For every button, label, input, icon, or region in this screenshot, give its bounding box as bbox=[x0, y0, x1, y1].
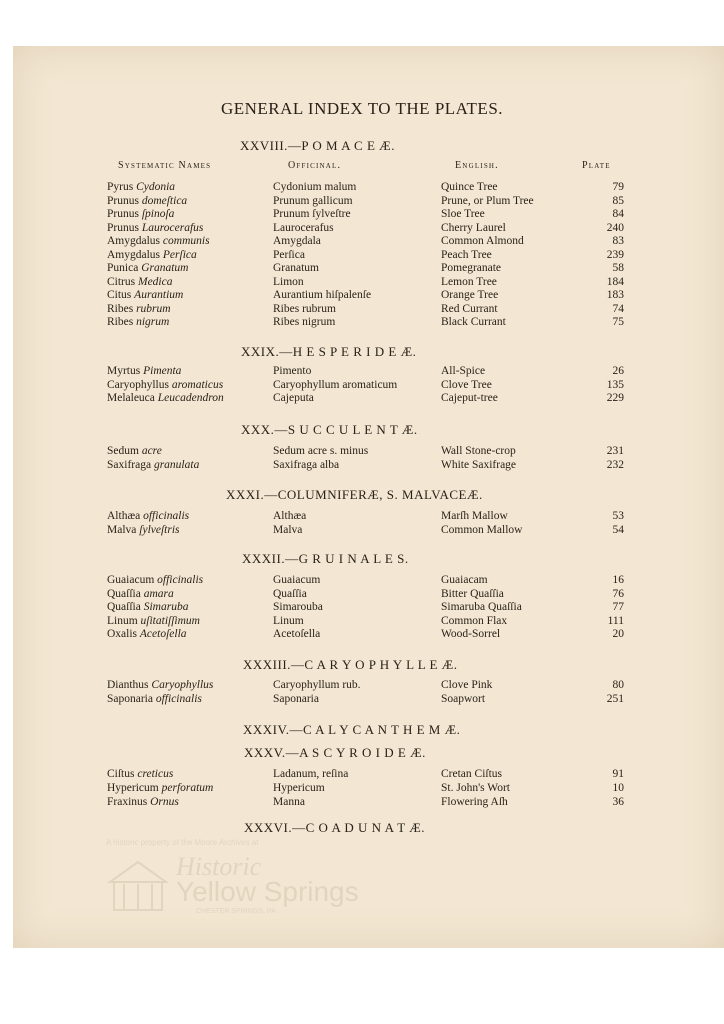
watermark bbox=[106, 838, 396, 918]
officinal-name: Acetoſella bbox=[273, 628, 321, 640]
genus-name: Fraxinus bbox=[107, 796, 148, 808]
officinal-name: Cajeputa bbox=[273, 392, 314, 404]
index-row bbox=[0, 768, 724, 782]
officinal-name: Sedum acre s. minus bbox=[273, 445, 369, 457]
species-name: domeſtica bbox=[141, 194, 188, 207]
systematic-name bbox=[107, 195, 187, 207]
plate-number: 58 bbox=[612, 262, 624, 274]
index-row bbox=[0, 222, 724, 236]
english-name: Clove Pink bbox=[441, 679, 493, 691]
systematic-name bbox=[107, 181, 175, 193]
systematic-name bbox=[107, 796, 179, 808]
english-name: Guaiacam bbox=[441, 574, 488, 586]
officinal-name: Simarouba bbox=[273, 601, 323, 613]
species-name: perforatum bbox=[161, 782, 214, 794]
species-name: Leucadendron bbox=[157, 392, 224, 404]
column-header-officinal: Officinal. bbox=[288, 160, 342, 171]
index-row bbox=[0, 289, 724, 303]
section-heading: XXXIII.—C A R Y O P H Y L L E Æ. bbox=[243, 657, 458, 672]
genus-name: Linum bbox=[107, 614, 138, 627]
officinal-name: Cydonium malum bbox=[273, 181, 357, 193]
systematic-name bbox=[107, 459, 199, 471]
systematic-name bbox=[107, 510, 189, 522]
plate-number: 251 bbox=[606, 693, 624, 705]
english-name: Sloe Tree bbox=[441, 208, 485, 220]
officinal-name: Ladanum, reſina bbox=[273, 768, 349, 780]
species-name: granulata bbox=[153, 458, 200, 471]
species-name: rubrum bbox=[136, 302, 171, 315]
systematic-name bbox=[107, 249, 197, 261]
english-name: Flowering Aſh bbox=[441, 796, 508, 808]
english-name: Lemon Tree bbox=[441, 275, 497, 288]
genus-name: Prunus bbox=[107, 221, 139, 234]
genus-name: Citrus bbox=[107, 275, 136, 288]
species-name: officinalis bbox=[155, 693, 202, 705]
genus-name: Oxalis bbox=[107, 628, 138, 640]
species-name: Aurantium bbox=[134, 289, 184, 301]
officinal-name: Malva bbox=[273, 524, 303, 536]
officinal-name: Saxifraga alba bbox=[273, 458, 340, 471]
officinal-name: Prunum ſylveſtre bbox=[273, 208, 351, 220]
english-name: Orange Tree bbox=[441, 289, 499, 301]
genus-name: Caryophyllus bbox=[107, 378, 169, 391]
plate-number: 84 bbox=[612, 208, 624, 220]
officinal-name: Limon bbox=[273, 275, 304, 288]
index-row bbox=[0, 510, 724, 524]
officinal-name: Laurocerafus bbox=[273, 221, 334, 234]
watermark-line-1: A historic property of the Moore Archives at bbox=[106, 838, 259, 847]
species-name: acre bbox=[141, 445, 162, 457]
officinal-name: Pimento bbox=[273, 365, 312, 377]
index-row bbox=[0, 679, 724, 693]
genus-name: Malva bbox=[107, 524, 137, 536]
index-row bbox=[0, 782, 724, 796]
species-name: communis bbox=[162, 235, 210, 247]
officinal-name: Amygdala bbox=[273, 235, 321, 247]
index-row bbox=[0, 459, 724, 473]
systematic-name bbox=[107, 524, 180, 536]
plate-number: 240 bbox=[606, 221, 624, 234]
section-heading: XXXII.—G R U I N A L E S. bbox=[242, 551, 409, 566]
english-name: Cajeput-tree bbox=[441, 392, 498, 404]
genus-name: Hypericum bbox=[107, 782, 159, 794]
english-name: Bitter Quaſſia bbox=[441, 587, 504, 600]
english-name: Wood-Sorrel bbox=[441, 628, 501, 640]
english-name: Black Currant bbox=[441, 316, 506, 328]
section-heading: XXXV.—A S C Y R O I D E Æ. bbox=[244, 745, 426, 760]
plate-number: 10 bbox=[612, 782, 624, 794]
genus-name: Quaſſia bbox=[107, 601, 141, 613]
officinal-name: Saponaria bbox=[273, 693, 319, 705]
species-name: Granatum bbox=[141, 262, 189, 274]
officinal-name: Ribes nigrum bbox=[273, 316, 336, 328]
systematic-name bbox=[107, 365, 181, 377]
genus-name: Amygdalus bbox=[107, 235, 161, 247]
genus-name: Ciſtus bbox=[107, 768, 135, 780]
section-heading: XXXVI.—C O A D U N A T Æ. bbox=[244, 820, 426, 835]
plate-number: 79 bbox=[612, 181, 624, 193]
plate-number: 232 bbox=[606, 458, 624, 471]
officinal-name: Linum bbox=[273, 614, 304, 627]
column-header-systematic: Systematic Names bbox=[118, 160, 212, 171]
english-name: White Saxifrage bbox=[441, 458, 517, 471]
genus-name: Ribes bbox=[107, 316, 134, 328]
plate-number: 36 bbox=[612, 796, 624, 808]
species-name: ſpinoſa bbox=[141, 208, 175, 220]
officinal-name: Caryophyllum aromaticum bbox=[273, 378, 398, 391]
index-row bbox=[0, 316, 724, 330]
column-header-english: English. bbox=[455, 160, 499, 171]
english-name: Simaruba Quaſſia bbox=[441, 601, 522, 613]
species-name: nigrum bbox=[136, 316, 170, 328]
english-name: Quince Tree bbox=[441, 181, 498, 193]
english-name: Common Almond bbox=[441, 235, 524, 247]
species-name: Perſica bbox=[162, 248, 197, 261]
systematic-name bbox=[107, 289, 183, 301]
section-heading: XXX.—S U C C U L E N T Æ. bbox=[241, 422, 418, 437]
index-row bbox=[0, 235, 724, 249]
officinal-name: Althæa bbox=[273, 510, 307, 522]
officinal-name: Caryophyllum rub. bbox=[273, 679, 361, 691]
species-name: ſylveſtris bbox=[139, 524, 180, 536]
plate-number: 135 bbox=[606, 378, 624, 391]
section-heading: XXXI.—COLUMNIFERÆ, S. MALVACEÆ. bbox=[226, 487, 483, 502]
officinal-name: Perſica bbox=[273, 248, 305, 261]
species-name: Caryophyllus bbox=[151, 679, 214, 691]
english-name: Prune, or Plum Tree bbox=[441, 194, 534, 207]
plate-number: 75 bbox=[612, 316, 624, 328]
index-row bbox=[0, 796, 724, 810]
plate-number: 53 bbox=[612, 510, 624, 522]
systematic-name bbox=[107, 392, 224, 404]
section-heading: XXXIV.—C A L Y C A N T H E M Æ. bbox=[243, 722, 461, 737]
english-name: Red Currant bbox=[441, 302, 498, 315]
species-name: Ornus bbox=[150, 796, 179, 808]
index-row bbox=[0, 588, 724, 602]
officinal-name: Granatum bbox=[273, 262, 319, 274]
section-heading: XXIX.—H E S P E R I D E Æ. bbox=[241, 344, 417, 359]
species-name: Pimenta bbox=[143, 365, 182, 377]
species-name: Cydonia bbox=[136, 181, 176, 193]
systematic-name bbox=[107, 782, 213, 794]
species-name: aromaticus bbox=[171, 378, 224, 391]
systematic-name bbox=[107, 379, 223, 391]
index-row bbox=[0, 445, 724, 459]
index-row bbox=[0, 303, 724, 317]
index-row bbox=[0, 195, 724, 209]
systematic-name bbox=[107, 235, 210, 247]
genus-name: Althæa bbox=[107, 510, 141, 522]
plate-number: 183 bbox=[606, 289, 624, 301]
genus-name: Melaleuca bbox=[107, 392, 155, 404]
genus-name: Myrtus bbox=[107, 365, 141, 377]
plate-number: 111 bbox=[607, 614, 624, 627]
systematic-name bbox=[107, 262, 188, 274]
index-row bbox=[0, 262, 724, 276]
plate-number: 229 bbox=[606, 392, 624, 404]
species-name: officinalis bbox=[157, 574, 204, 586]
species-name: Simaruba bbox=[143, 601, 189, 613]
officinal-name: Guaiacum bbox=[273, 574, 321, 586]
plate-number: 77 bbox=[612, 601, 624, 613]
index-row bbox=[0, 615, 724, 629]
index-row bbox=[0, 392, 724, 406]
species-name: Acetoſella bbox=[139, 628, 187, 640]
index-row bbox=[0, 365, 724, 379]
genus-name: Amygdalus bbox=[107, 248, 161, 261]
officinal-name: Hypericum bbox=[273, 782, 325, 794]
systematic-name bbox=[107, 615, 200, 627]
english-name: Peach Tree bbox=[441, 248, 492, 261]
plate-number: 76 bbox=[612, 587, 624, 600]
english-name: Clove Tree bbox=[441, 378, 492, 391]
english-name: Common Mallow bbox=[441, 524, 523, 536]
index-row bbox=[0, 524, 724, 538]
genus-name: Ribes bbox=[107, 302, 134, 315]
english-name: Wall Stone-crop bbox=[441, 445, 516, 457]
plate-number: 91 bbox=[612, 768, 624, 780]
officinal-name: Ribes rubrum bbox=[273, 302, 336, 315]
english-name: Pomegranate bbox=[441, 262, 502, 274]
species-name: creticus bbox=[137, 768, 174, 780]
systematic-name bbox=[107, 628, 187, 640]
index-row bbox=[0, 601, 724, 615]
index-row bbox=[0, 249, 724, 263]
plate-number: 184 bbox=[606, 275, 624, 288]
english-name: St. John's Wort bbox=[441, 782, 510, 794]
genus-name: Pyrus bbox=[107, 181, 134, 193]
species-name: amara bbox=[143, 587, 174, 600]
genus-name: Guaiacum bbox=[107, 574, 155, 586]
building-watermark-icon bbox=[106, 854, 170, 914]
column-header-plate: Plate bbox=[582, 160, 611, 171]
plate-number: 239 bbox=[606, 248, 624, 261]
index-row bbox=[0, 379, 724, 393]
systematic-name bbox=[107, 303, 171, 315]
officinal-name: Aurantium hiſpalenſe bbox=[273, 289, 372, 301]
plate-number: 16 bbox=[612, 574, 624, 586]
index-row bbox=[0, 276, 724, 290]
plate-number: 231 bbox=[606, 445, 624, 457]
systematic-name bbox=[107, 601, 188, 613]
genus-name: Punica bbox=[107, 262, 139, 274]
species-name: Laurocerafus bbox=[141, 221, 204, 234]
english-name: Cherry Laurel bbox=[441, 221, 506, 234]
genus-name: Quaſſia bbox=[107, 587, 141, 600]
index-row bbox=[0, 181, 724, 195]
genus-name: Sedum bbox=[107, 445, 139, 457]
english-name: Soapwort bbox=[441, 693, 486, 705]
english-name: Cretan Ciſtus bbox=[441, 768, 503, 780]
species-name: Medica bbox=[138, 275, 173, 288]
genus-name: Dianthus bbox=[107, 679, 149, 691]
english-name: Marſh Mallow bbox=[441, 510, 508, 522]
index-row bbox=[0, 628, 724, 642]
plate-number: 80 bbox=[612, 679, 624, 691]
watermark-line-2: Historic bbox=[176, 852, 262, 881]
systematic-name bbox=[107, 588, 174, 600]
plate-number: 74 bbox=[612, 302, 624, 315]
genus-name: Prunus bbox=[107, 194, 139, 207]
systematic-name bbox=[107, 679, 213, 691]
officinal-name: Manna bbox=[273, 796, 305, 808]
systematic-name bbox=[107, 316, 169, 328]
page-title: GENERAL INDEX TO THE PLATES. bbox=[220, 99, 504, 118]
watermark-line-3: Yellow Springs bbox=[176, 876, 359, 907]
plate-number: 26 bbox=[612, 365, 624, 377]
section-heading: XXVIII.—P O M A C E Æ. bbox=[240, 138, 395, 153]
genus-name: Prunus bbox=[107, 208, 139, 220]
index-row bbox=[0, 693, 724, 707]
systematic-name bbox=[107, 222, 203, 234]
systematic-name bbox=[107, 574, 203, 586]
plate-number: 85 bbox=[612, 194, 624, 207]
english-name: All-Spice bbox=[441, 365, 486, 377]
officinal-name: Quaſſia bbox=[273, 587, 307, 600]
systematic-name bbox=[107, 693, 202, 705]
index-row bbox=[0, 208, 724, 222]
genus-name: Citus bbox=[107, 289, 132, 301]
plate-number: 54 bbox=[612, 524, 624, 536]
officinal-name: Prunum gallicum bbox=[273, 194, 353, 207]
genus-name: Saponaria bbox=[107, 693, 153, 705]
english-name: Common Flax bbox=[441, 614, 508, 627]
systematic-name bbox=[107, 208, 174, 220]
genus-name: Saxifraga bbox=[107, 458, 152, 471]
watermark-line-4: CHESTER SPRINGS, PA bbox=[196, 908, 276, 915]
systematic-name bbox=[107, 445, 162, 457]
index-row bbox=[0, 574, 724, 588]
systematic-name bbox=[107, 276, 172, 288]
species-name: officinalis bbox=[143, 510, 190, 522]
plate-number: 83 bbox=[612, 235, 624, 247]
systematic-name bbox=[107, 768, 173, 780]
species-name: uſitatiſſimum bbox=[140, 614, 200, 627]
plate-number: 20 bbox=[612, 628, 624, 640]
